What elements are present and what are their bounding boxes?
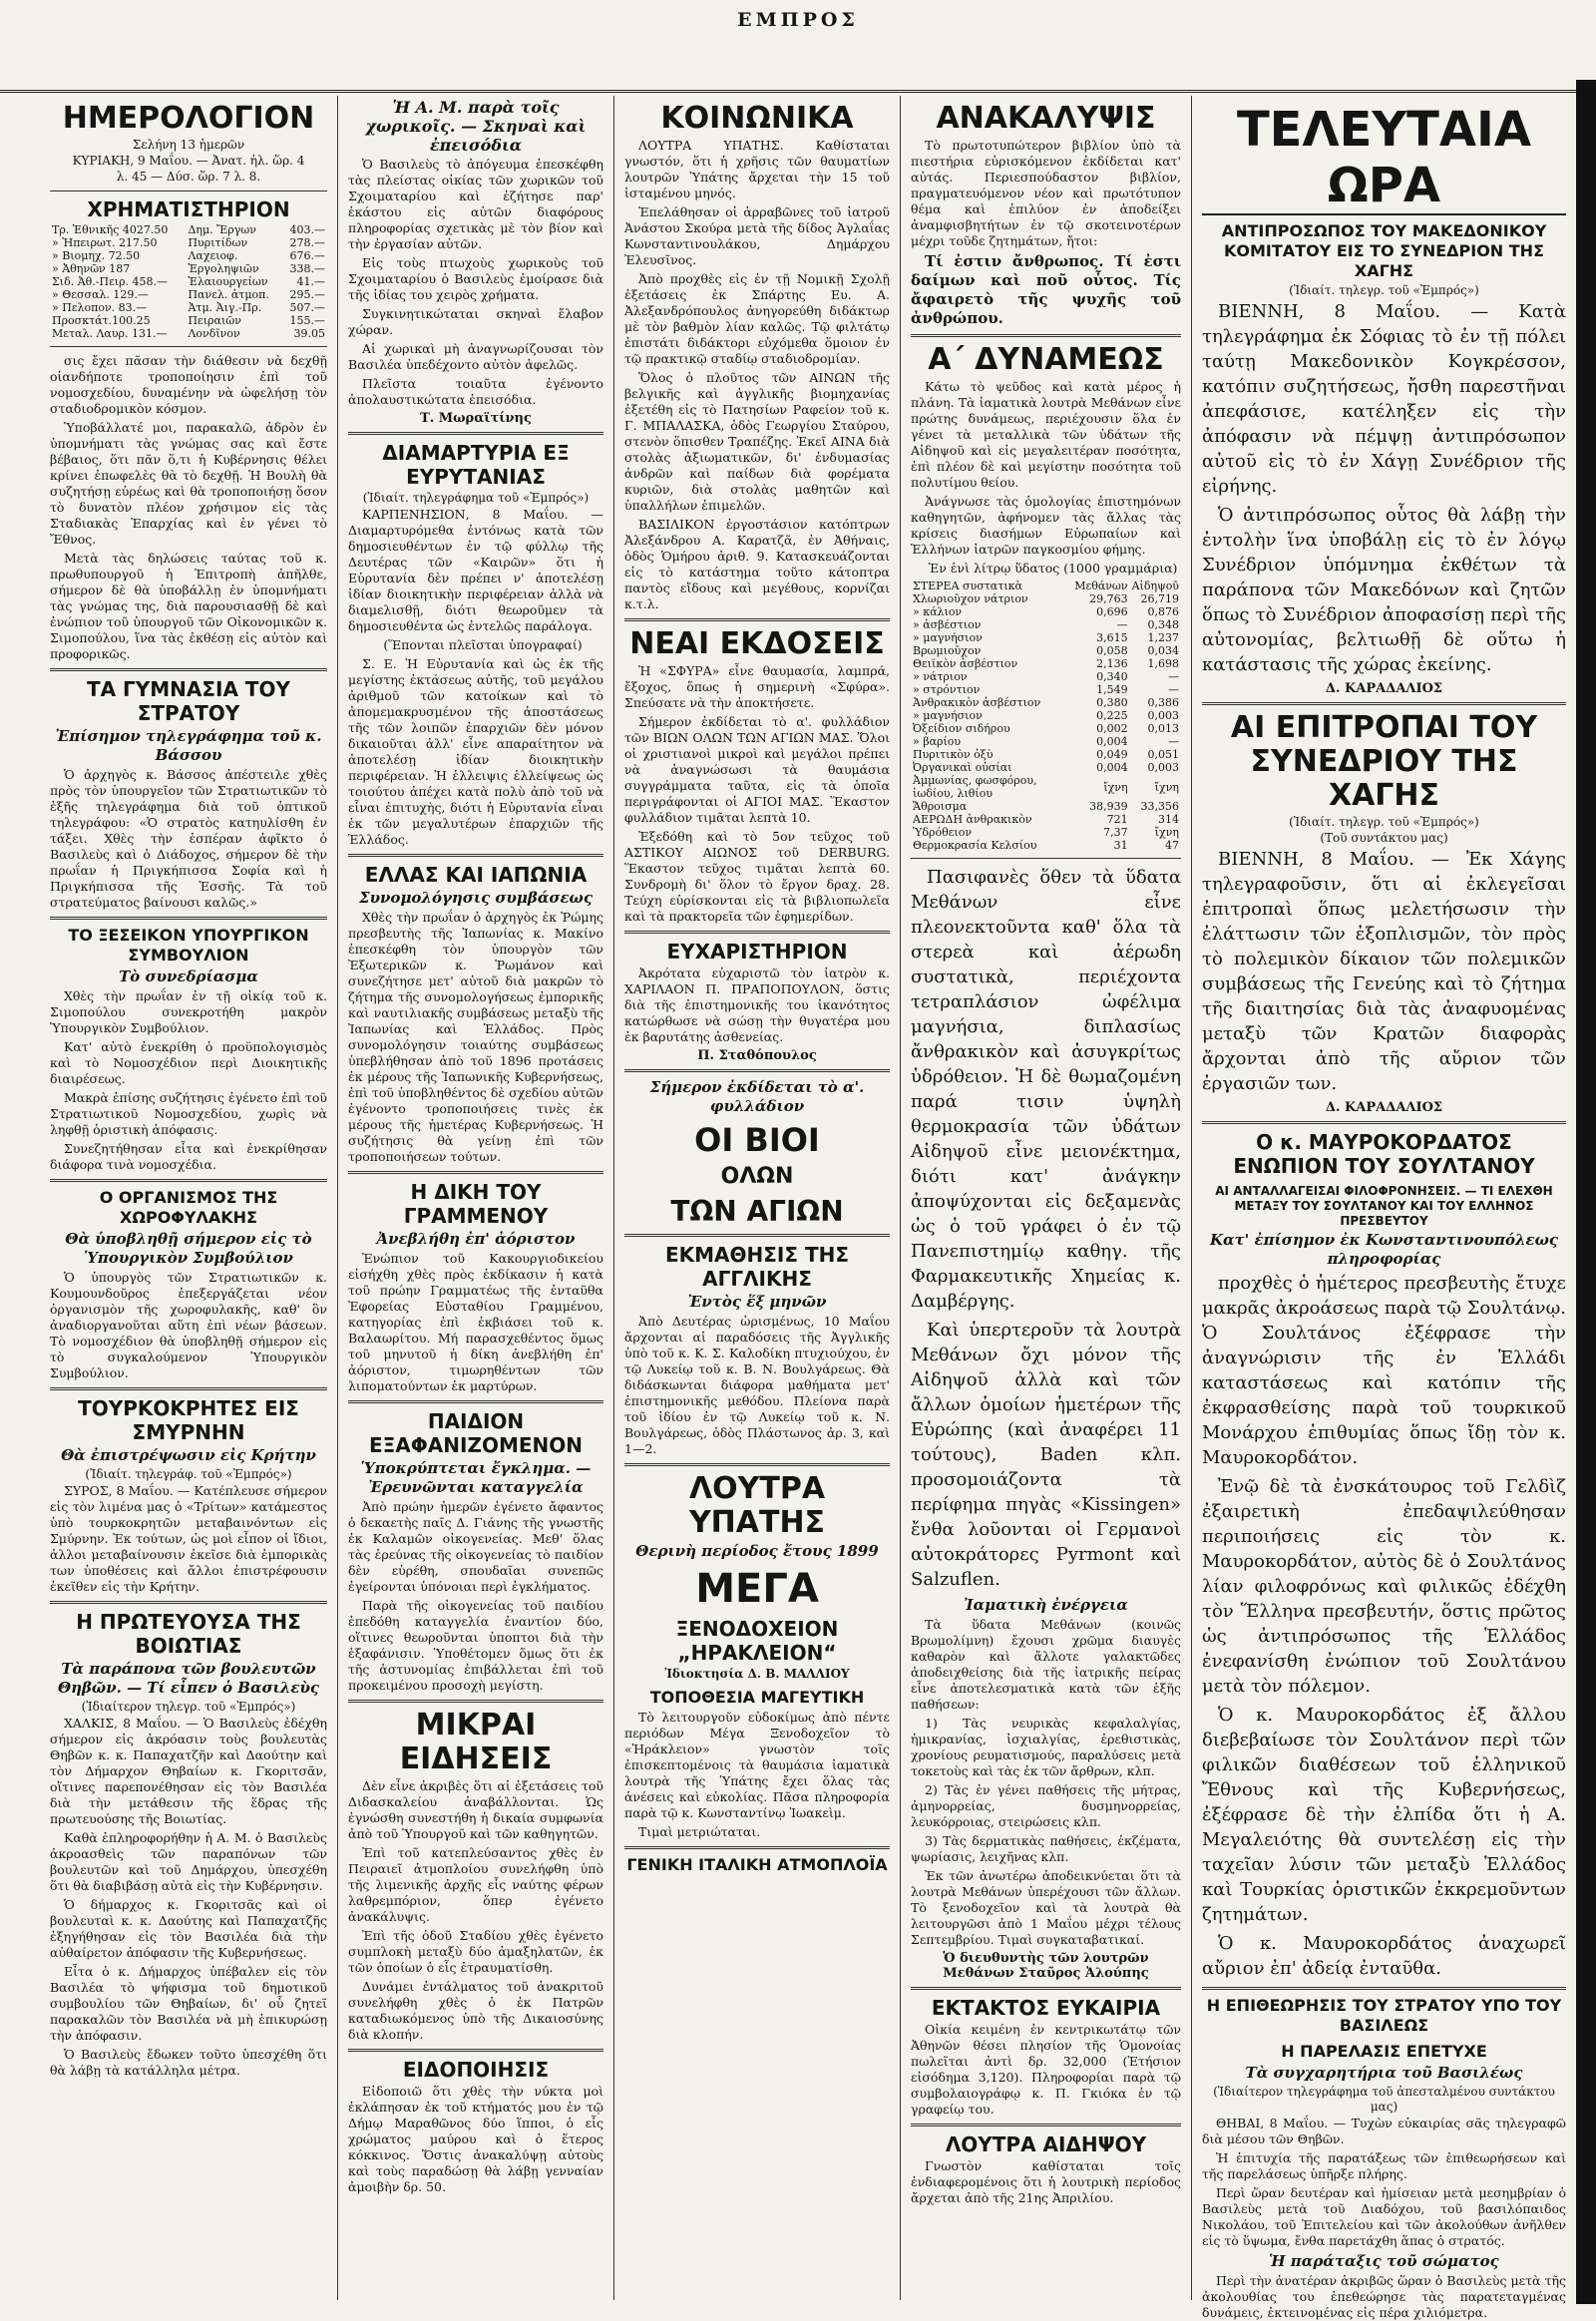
table-cell: 0,004 xyxy=(1096,761,1128,774)
article-paragraph: Ἐν ἑνὶ λίτρῳ ὕδατος (1000 γραμμάρια) xyxy=(928,561,1178,576)
article-paragraph: Χθὲς τὴν πρωΐαν ἐν τῇ οἰκίᾳ τοῦ κ. Σιμοπούλου συνεκροτήθη μακρὸν Ὑπουργικὸν Συμβούλιον. xyxy=(50,988,327,1035)
table-cell: Χλωριοῦχον νάτριον xyxy=(913,592,1028,605)
article-paragraph: Εἰς τοὺς πτωχοὺς χωρικοὺς τοῦ Σχοιματαρίου ὁ Βασιλεὺς ἐμοίρασε διὰ τῆς ἰδίας του χειρὸς χρήματα. xyxy=(348,255,603,302)
headline-english-lessons: ΕΚΜΑΘΗΣΙΣ ΤΗΣ ΑΓΓΛΙΚΗΣ xyxy=(664,1243,850,1291)
dispatch-source: (Ἰδιαίτ. τηλεγράφημα τοῦ «Ἐμπρός») xyxy=(362,491,590,505)
table-cell: » βαρίου xyxy=(913,735,962,748)
article-paragraph: Οἰκία κειμένη ἐν κεντρικωτάτῳ τῶν Ἀθηνῶν θέσει πλησίον τῆς Ὁμονοίας πωλεῖται ἀντὶ δρ. 32,000 (Ἐτήσιον εἰσόδημα 3,120). Πληροφορίαι παρὰ τῷ συμβολαιογράφῳ κ. Π. Γκιόκα ἐν τῷ γραφείῳ του. xyxy=(911,2022,1181,2117)
table-cell: Πυριτίδων xyxy=(188,236,248,249)
article-paragraph: ΒΑΣΙΛΙΚΟΝ ἐργοστάσιον κατόπτρων Ἀλεξάνδρου Α. Καρατζᾶ, ἐν Ἀθήναις, ὁδὸς Ὁμήρου ἀριθ. 9. Κατασκευάζονται εἰς τὸ κατάστημα τοῦτο κάτοπτρα παντὸς εἴδους καὶ μεγέθους, κορνίζαι κ.τ.λ. xyxy=(624,517,890,611)
article-paragraph: Περὶ ὥραν δευτέραν καὶ ἡμίσειαν μετὰ μεσημβρίαν ὁ Βασιλεὺς μετὰ τοῦ Διαδόχου, τοῦ βασιλόπαιδος Νικολάου, τοῦ Ἐπιτελείου καὶ τῶν ἀκολούθων ἀνῆλθεν εἰς τὸ ὕψωμα, ἔνθα παρετάχθη ἅπας ὁ στρατός. xyxy=(1202,2185,1566,2248)
article-paragraph: Εἰδοποιῶ ὅτι χθὲς τὴν νύκτα μοὶ ἐκλάπησαν ἐκ τοῦ κτήματός μου ἐν τῷ Δήμῳ Μαραθῶνος δύο ἵπποι, ὁ εἷς χρώματος μαύρου καὶ ὁ ἕτερος κόκκινος. Ὅστις ἀνακαλύψῃ αὐτοὺς καὶ τοὺς παραδώσῃ θὰ λάβῃ γενναίαν ἀμοιβὴν δρ. 50. xyxy=(348,2084,603,2194)
column-2 xyxy=(338,96,614,2300)
article-paragraph: Συνεζητήθησαν εἶτα καὶ ἐνεκρίθησαν διάφορα τινὰ νομοσχέδια. xyxy=(50,1141,327,1172)
headline-mavrokordatos: Ο κ. ΜΑΥΡΟΚΟΡΔΑΤΟΣ ΕΝΩΠΙΟΝ ΤΟΥ ΣΟΥΛΤΑΝΟΥ xyxy=(1233,1130,1535,1178)
table-row xyxy=(50,301,327,314)
table-cell: » Βιομηχ. 72.50 xyxy=(52,249,141,262)
table-cell: Ὀργανικαὶ οὐσίαι xyxy=(913,761,1012,774)
dispatch-source: (Ἰδιαίτ. τηλεγράφ. τοῦ «Ἐμπρός») xyxy=(85,1467,292,1481)
table-cell: » Ἀθηνῶν 187 xyxy=(52,262,131,275)
headline-social: ΚΟΙΝΩΝΙΚΑ xyxy=(660,101,854,136)
headline-first-power: Α΄ ΔΥΝΑΜΕΩΣ xyxy=(928,342,1164,377)
scan-edge xyxy=(1576,80,1596,2304)
article-paragraph: ΘΗΒΑΙ, 8 Μαΐου. — Τυχὼν εὐκαιρίας σᾶς τηλεγραφῶ διὰ μέσου τῶν Θηβῶν. xyxy=(1202,2116,1566,2146)
table-cell: 0,003 xyxy=(1147,761,1179,774)
article-paragraph-large: Καὶ ὑπερτεροῦν τὰ λουτρὰ Μεθάνων ὄχι μόνον τῆς Αἰδηψοῦ ἀλλὰ καὶ τῶν ἄλλων ὁμοίων ἡμετέρων τῆς Εὐρώπης (καὶ ἀναφέρει 11 τούτους), Baden κλπ. προσομοιάζοντα τὰ περίφημα πηγὰς «Kissingen» ἔνθα λοῦονται οἱ Γερμανοὶ αὐτοκράτορες Pyrmont καὶ Salzuflen. xyxy=(911,1320,1181,1590)
column-1 xyxy=(40,96,338,2300)
table-cell: 0,348 xyxy=(1147,618,1179,631)
headline-parade-success: Η ΠΑΡΕΛΑΣΙΣ ΕΠΕΤΥΧΕ xyxy=(1281,2042,1487,2061)
table-row xyxy=(50,223,327,236)
table-cell: 0,058 xyxy=(1096,644,1128,657)
table-cell: Μεθάνων xyxy=(1074,580,1128,592)
article-paragraph: Τί ἐστιν ἄνθρωπος. Τί ἐστι δαίμων καὶ ποῦ οὗτος. Τίς ἄφαιρετὸ τῆς ψυχῆς τοῦ ἀνθρώπου. xyxy=(911,252,1181,327)
headline-notice: ΕΙΔΟΠΟΙΗΣΙΣ xyxy=(402,2058,550,2082)
article-paragraph: 1) Τὰς νευρικὰς κεφαλαλγίας, ἡμικρανίας, ἰσχιαλγίας, ἐρεθιστικὰς, χρονίους ρευματισμούς, παραλύσεις μετὰ τοκετοὺς καὶ τὰς ἐκ τῶν ἄρθρων, κλπ. xyxy=(911,1716,1181,1778)
table-cell: Λαχειοφ. xyxy=(188,249,238,262)
table-cell: Δημ. Ἔργων xyxy=(188,223,256,236)
ad-lives-title: ΟΙ ΒΙΟΙ xyxy=(694,1121,820,1159)
dispatch-source: (Ἰδιαίτερον τηλεγρ. τοῦ «Ἐμπρός») xyxy=(81,1700,296,1714)
table-row xyxy=(911,774,1181,800)
table-cell: Θειϊκὸν ἀσβέστιον xyxy=(913,657,1018,670)
article-paragraph: Συγκινητικώταται σκηναὶ ἔλαβον χώραν. xyxy=(348,306,603,337)
table-cell: 314 xyxy=(1158,813,1179,826)
article-paragraph: Ἀπὸ πρώην ἡμερῶν ἐγένετο ἄφαντος ὁ δεκαετὴς παῖς Δ. Γιάνης τῆς γνωστῆς ἐκ Καλαμῶν οἰκογενείας. Μεθ' ὅλας τὰς ἐρεύνας τῆς οἰκογενείας τὸ παιδίον δὲν εὑρέθη, σπουδαῖαι συνεπῶς ἐγείρονται ὑπόνοιαι περὶ ἐγκλήματος. xyxy=(348,1499,603,1594)
ad-ypati-location: ΤΟΠΟΘΕΣΙΑ ΜΑΓΕΥΤΙΚΗ xyxy=(649,1688,865,1707)
table-cell: ΣΤΕΡΕΑ συστατικὰ xyxy=(913,580,1022,592)
table-row xyxy=(911,709,1181,722)
calendar-line: λ. 45 — Δύσ. ὥρ. 7 λ. 8. xyxy=(116,170,261,184)
article-paragraph: Ἡ ἐπιτυχία τῆς παρατάξεως τῶν ἐπιθεωρήσεων καὶ τῆς παρελάσεως ὑπῆρξε πλήρης. xyxy=(1202,2150,1566,2181)
table-cell: » Ἠπειρωτ. 217.50 xyxy=(52,236,158,249)
article-paragraph: Ἀπὸ προχθὲς εἰς ἐν τῇ Νομικῇ Σχολῇ ἐξετάσεις ἐκ Σπάρτης Ευ. Α. Ἀλεξανδρόπουλος ἀνηγορεύθη διδάκτωρ μὲ τὸν βαθμὸν λίαν καλῶς. Τῷ φιλτάτῳ ἐπιστάτι διδάκτορι εὐχόμεθα ὅμοιον ἐν τῷ πρακτικῷ σταδίῳ σταδιοδρομίαν. xyxy=(624,271,890,366)
table-row xyxy=(911,722,1181,735)
table-cell: ἴχνη xyxy=(1154,780,1179,794)
table-cell: 1,237 xyxy=(1147,631,1179,644)
table-cell: 38,939 xyxy=(1089,800,1128,813)
article-paragraph: Μετὰ τὰς δηλώσεις ταύτας τοῦ κ. πρωθυπουργοῦ ἡ Ἐπιτροπὴ ἀπῆλθε, σήμερον δὲ θὰ ὑποβάλλῃ ἐν ὑπομνήματι τὰς γνώμας της, διὰ παρουσιασθῇ δὲ καὶ ἐνώπιον τοῦ ὑπουργοῦ τῶν Οἰκονομικῶν κ. Σιμοπούλου, ἵνα τὰς ἐκθέσῃ εἰς αὐτὸν καὶ προφορικῶς. xyxy=(50,551,327,661)
article-paragraph: Περὶ τὴν ἀνατέραν ἀκριβῶς ὥραν ὁ Βασιλεὺς μετὰ τῆς ἀκολουθίας του ἐπεθεώρησε τὰς παρατεταγμένας δυνάμεις, ἐκτεινομένας εἰς πέρα χιλιόμετρα. xyxy=(1202,2273,1566,2320)
subheadline: Τὰ συγχαρητήρια τοῦ Βασιλέως xyxy=(1245,2064,1523,2082)
dispatch-source: (Ἰδιαίτ. τηλεγρ. τοῦ «Ἐμπρός») xyxy=(1289,815,1479,829)
article-paragraph: ΛΟΥΤΡΑ ΥΠΑΤΗΣ. Καθίσταται γνωστόν, ὅτι ἡ χρῆσις τῶν θαυματίων λουτρῶν Ὑπάτης ἄρχεται τὴν 15 τοῦ ἰσταμένου μηνός. xyxy=(624,138,890,200)
table-cell: » Πελοπον. 83.— xyxy=(52,301,148,314)
table-cell: Πυριτικὸν ὀξὺ xyxy=(913,748,994,761)
subheadline: Ἰαματικὴ ἐνέργεια xyxy=(964,1596,1128,1614)
table-cell: Ἐλαιουργείων xyxy=(188,275,268,288)
table-cell: Αἰδηψοῦ xyxy=(1131,580,1179,592)
table-cell: 0,380 xyxy=(1096,696,1128,709)
ad-ypati-hotel: ΞΕΝΟΔΟΧΕΙΟΝ „ΗΡΑΚΛΕΙΟΝ“ xyxy=(675,1617,839,1665)
headline-italian-shipping: ΓΕΝΙΚΗ ΙΤΑΛΙΚΗ ΑΤΜΟΠΛΟΪΑ xyxy=(626,1855,888,1874)
table-cell: 31 xyxy=(1113,839,1128,852)
table-cell: ἴχνη xyxy=(1103,780,1128,794)
table-cell: 295.— xyxy=(289,288,325,301)
headline-king-villagers: Ἡ Α. Μ. παρὰ τοῖς χωρικοῖς. — Σκηναὶ καὶ ἐπεισόδια xyxy=(365,98,587,155)
article-paragraph: ΧΑΛΚΙΣ, 8 Μαΐου. — Ὁ Βασιλεὺς ἐδέχθη σήμερον εἰς ἀκρόασιν τοὺς βουλευτὰς Θηβῶν κ. κ. Παπαχατζῆν καὶ Δαούτην καὶ τὸν Δήμαρχον Θηβαίων κ. Γκοριτσᾶν, οἵτινες παρεπονέθησαν εἰς τὸν Βασιλέα διὰ τὴν μετάθεσιν τῆς ἕδρας τῆς πρωτευούσης τῆς Βοιωτίας. xyxy=(50,1716,327,1826)
article-paragraph: Ἐπὶ τοῦ κατεπλεύσαντος χθὲς ἐν Πειραιεῖ ἀτμοπλοίου συνελήφθη ὑπὸ τῆς λιμενικῆς ἀρχῆς εἷς ναύτης φέρων λαθρεμπόριον, ὅπερ ἐγένετο ἀνακάλυψις. xyxy=(348,1845,603,1924)
table-cell: 0,340 xyxy=(1096,670,1128,683)
table-row xyxy=(911,839,1181,852)
article-paragraph-large: Ἐνῷ δὲ τὰ ἐνσκάτουρος τοῦ Γελδὶζ ἐξαιρετικὴ ἐπεδαψιλεύθησαν περιποιήσεις εἰς τὸν κ. Μαυροκορδάτον, αὐτὸς δὲ ὁ Σουλτάνος λίαν φιλοφρόνως καὶ φιλικῶς ἐδέχθη τὸν Ἕλληνα πρεσβευτήν, ὅστις πρῶτος ὡς ἀντιπρόσωπος τῆς Ἑλλάδος ἐνεφανίσθη ἐνώπιον τοῦ Σουλτάνου μετὰ τὸν πόλεμον. xyxy=(1202,1476,1566,1697)
headline-gendarmerie: Ο ΟΡΓΑΝΙΣΜΟΣ ΤΗΣ ΧΩΡΟΦΥΛΑΚΗΣ xyxy=(99,1188,278,1227)
article-paragraph-large: ΒΙΕΝΝΗ, 8 Μαΐου. — Ἐκ Χάγης τηλεγραφοῦσιν, ὅτι αἱ ἐκλεγεῖσαι ἐπιτροπαὶ ὅπως μελετήσωσιν τὴν ἐλάττωσιν τῶν ἐξοπλισμῶν, τὸν πρὸς τὸ πολεμικὸν δίκαιον τῶν πολεμικῶν συμβάσεως τῆς Γενεύης καὶ τὸ ζήτημα τῆς διαιτησίας διὰ τὰς ἀναφυομένας μεταξὺ τῶν Κρατῶν διαφορὰς ἄρχονται ἀπὸ τῆς αὔριον τῶν ἐργασιῶν των. xyxy=(1202,849,1566,1094)
column-3 xyxy=(614,96,901,2300)
article-paragraph: ΚΑΡΠΕΝΗΣΙΟΝ, 8 Μαΐου. — Διαμαρτυρόμεθα ἐντόνως κατὰ τῶν δημοσιευθέντων ἐν τῷ φύλλῳ τῆς Δευτέρας τῶν «Καιρῶν» ὅτι ἡ Εὐρυτανία δὲν πρέπει ν' ἀποτελέσῃ ἰδίαν διοικητικὴν περιφέρειαν ἀλλὰ νὰ διαμελισθῇ, διότι θεωροῦμεν τὰ δημοσιευθέντα ὡς ἐντελῶς παράλογα. xyxy=(348,507,603,633)
headline-aidipsos-baths: ΛΟΥΤΡΑ ΑΙΔΗΨΟΥ xyxy=(945,2132,1147,2156)
article-paragraph: (Ἕπονται πλεῖσται ὑπογραφαί) xyxy=(383,637,583,652)
byline: Π. Σταθόπουλος xyxy=(697,1048,817,1063)
article-paragraph: Ἐκ τῶν ἀνωτέρω ἀποδεικνύεται ὅτι τὰ λουτρὰ Μεθάνων ὑπερέχουσι τῶν ἄλλων. Τὸ ξενοδοχεῖον καὶ τὰ λουτρὰ θὰ λειτουργῶσι ἀπὸ 1 Μαΐου μέχρι τέλους Σεπτεμβρίου. Τιμαὶ συγκαταβατικαί. xyxy=(911,1868,1181,1947)
headline-representative: ΑΝΤΙΠΡΟΣΩΠΟΣ ΤΟΥ ΜΑΚΕΔΟΝΙΚΟΥ ΚΟΜΙΤΑΤΟΥ ΕΙΣ ΤΟ ΣΥΝΕΔΡΙΟΝ ΤΗΣ ΧΑΓΗΣ xyxy=(1221,221,1547,280)
table-row xyxy=(911,826,1181,839)
headline-last-hour: ΤΕΛΕΥΤΑΙΑ ΩΡΑ xyxy=(1202,102,1566,215)
table-cell: » στρόντιον xyxy=(913,683,981,696)
mineral-analysis-table xyxy=(911,580,1181,852)
table-cell: 3,615 xyxy=(1096,631,1128,644)
table-cell: 0,013 xyxy=(1147,722,1179,735)
article-paragraph: Ὁ ἀρχηγὸς κ. Βάσσος ἀπέστειλε χθὲς πρὸς τὸν ὑπουργεῖον τῶν Στρατιωτικῶν τὸ ἑξῆς τηλεγράφημα διὰ τοῦ ὀπτικοῦ τηλεγράφου: «Ὁ στρατὸς κατηυλίσθη ἐν τάξει. Χθὲς τὴν ἑσπέραν ἀφῖκτο ὁ Βασιλεὺς καὶ ὁ Διάδοχος, σήμερον δὲ τὴν πρωΐαν ἡ Πριγκήπισσα Σοφία καὶ ἡ Πριγκήπισσα τῆς Ἑσσῆς. Τὰ τοῦ στρατεύματος βαίνουσι καλῶς.» xyxy=(50,767,327,910)
article-paragraph: Ἐπὶ τῆς ὁδοῦ Σταδίου χθὲς ἐγένετο συμπλοκὴ μεταξὺ δύο ἀμαξηλατῶν, ἐκ τῶν ὁποίων ὁ εἷς ἐτραυματίσθη. xyxy=(348,1928,603,1975)
table-cell: ἴχνη xyxy=(1154,826,1179,839)
table-row xyxy=(50,327,327,340)
ad-lives-intro: Σήμερον ἐκδίδεται τὸ α'. φυλλάδιον xyxy=(649,1078,865,1115)
table-cell: 0,386 xyxy=(1147,696,1179,709)
newspaper-title: ΕΜΠΡΟΣ xyxy=(737,9,859,31)
article-paragraph: Ὅλος ὁ πλοῦτος τῶν ΑΙΝΩΝ τῆς βελγικῆς καὶ ἀγγλικῆς βιομηχανίας ἐξετέθη εἰς τὸ Πατησίων Ραφείον τοῦ κ. Γ. ΜΠΑΛΑΣΚΑ, ὁδὸς Γεωργίου Σταύρου, στενὸν ὅπισθεν Τραπέζης. Ἐκεῖ ΑΙΝΑ διὰ στολὰς ἀξιωματικῶν, δι' ἐνδυμασίας ἀνδρῶν καὶ παίδων διὰ φορέματα κυριῶν, διὰ στολὰς μαθητῶν καὶ ὑπαλλήλων ἐπιμελῶν. xyxy=(624,370,890,513)
subheadline: Συνομολόγησις συμβάσεως xyxy=(359,889,593,907)
table-cell: 1,698 xyxy=(1147,657,1179,670)
headline-opportunity: ΕΚΤΑΚΤΟΣ ΕΥΚΑΙΡΙΑ xyxy=(931,1996,1161,2020)
table-cell: 39.05 xyxy=(293,327,325,340)
table-cell: Βρωμιοῦχον xyxy=(913,644,982,657)
stock-exchange-title: ΧΡΗΜΑΤΙΣΤΗΡΙΟΝ xyxy=(87,197,290,221)
article-paragraph: Παρὰ τῆς οἰκογενείας τοῦ παιδίου ἐπεδόθη καταγγελία ἐναντίον δύο, οἵτινες θεωροῦνται ὑποπτοι διὰ τὴν ἐξαφάνισιν. Ὑποθέτομεν ὅμως ὅτι ἐκ τῆς ἀστυνομίας ἐπιβάλλεται ἐπὶ τοῦ προκειμένου προσοχὴ μεγίστη. xyxy=(348,1598,603,1693)
subheadline: Ἀνεβλήθη ἐπ' ἀόριστον xyxy=(376,1230,576,1248)
column-5 xyxy=(1192,96,1576,2320)
article-paragraph: Ὁ Βασιλεὺς ἔδωκεν τοῦτο ὑπεσχέθη ὅτι θὰ λάβῃ τὰ κατάλληλα μέτρα. xyxy=(50,2047,327,2078)
table-row xyxy=(50,262,327,275)
article-paragraph: Κάτω τὸ ψεῦδος καὶ κατὰ μέρος ἡ πλάνη. Τὰ ἰαματικὰ λουτρὰ Μεθάνων εἶνε πρώτης δυνάμεως, περιέχουσιν ὅλα ἐν γένει τὰ μεταλλικὰ τῶν ὑδάτων τῆς Αἰδηψοῦ καὶ εἰς μεγαλειτέραν ποσότητα, ἐπὶ πλέον δὲ καὶ μεγίστην ποσότητα τοῦ πολυτίμου θείου. xyxy=(911,379,1181,490)
dispatch-source: (Ἰδιαίτερον τηλεγράφημα τοῦ ἀπεσταλμένου συντάκτου μας) xyxy=(1213,2085,1555,2114)
article-paragraph: Τὰ ὕδατα Μεθάνων (κοινῶς Βρωμολίμνη) ἔχουσι χρῶμα διαυγὲς καθαρὸν καὶ ἄλλοτε γαλακτῶδες ἀποδειχθείσης διὰ τῆς ἰατρικῆς πείρας εἶνε ἀποτελεσματικὰ κατὰ τῶν ἑξῆς παθήσεων: xyxy=(911,1617,1181,1712)
headline-greece-japan: ΕΛΛΑΣ ΚΑΙ ΙΑΠΩΝΙΑ xyxy=(364,863,588,887)
table-cell: Ἀμμωνίας, φωσφόρου, ἰωδίου, λιθίου xyxy=(913,774,1037,800)
table-cell: Μεταλ. Λαυρ. 131.— xyxy=(52,327,168,340)
headline-mavrokordatos-deck: ΑΙ ΑΝΤΑΛΛΑΓΕΙΣΑΙ ΦΙΛΟΦΡΟΝΗΣΕΙΣ. — ΤΙ ΕΛΕΧΘΗ ΜΕΤΑΞΥ ΤΟΥ ΣΟΥΛΤΑΝΟΥ ΚΑΙ ΤΟΥ ΕΛΛΗΝΟΣ ΠΡΕΣΒΕΥΤΟΥ xyxy=(1215,1184,1553,1228)
table-row xyxy=(50,236,327,249)
table-cell: 338.— xyxy=(289,262,325,275)
article-paragraph: Σ. Ε. Ἡ Εὐρυτανία καὶ ὡς ἐκ τῆς μεγίστης ἐκτάσεως αὐτῆς, τοῦ μεγάλου ἀριθμοῦ τῶν κατοίκων καὶ τὸ ἀπομεμακρυσμένον τῆς ἀποστάσεως τῆς τῶν λοιπῶν ἐπαρχιῶν δὲν μόνον δικαιοῦται ἀλλ' εἶνε απαραίτητον νὰ ἀποτελέσῃ ἰδίαν διοικητικὴν περιφέρειαν. Ἡ ἑλλειψις ἑλλείψεως ὡς τοιούτου ἀπέχει κατὰ πολὺ ἀπὸ τοῦ νὰ εἶναι ἐπιτυχὴς, διότι ἡ Εὐρυτανία εἶναι ἐκ τῶν μεγαλυτέρων ἐπαρχιῶν τῆς Ἑλλάδος. xyxy=(348,656,603,847)
table-cell: — xyxy=(1168,683,1179,696)
byline: Ὁ διευθυντὴς τῶν λουτρῶν Μεθάνων Σταῦρος Ἀλούπης xyxy=(943,1951,1149,1981)
table-row xyxy=(911,618,1181,631)
table-cell: Ἀνθρακικὸν ἀσβέστιον xyxy=(913,696,1041,709)
table-cell: Ἄθροισμα xyxy=(913,800,968,813)
table-cell: 507.— xyxy=(289,301,325,314)
masthead xyxy=(0,0,1596,93)
table-row xyxy=(911,657,1181,670)
article-paragraph-large: Πασιφανὲς ὅθεν τὰ ὕδατα Μεθάνων εἶνε πλεονεκτοῦντα καθ' ὅλα τὰ στερεὰ καὶ ἀέρωδη συστατικὰ, περιέχοντα τετραπλάσιον ὠφέλιμα μαγνήσια, διπλασίως ἄνθρακικὸν καὶ ἀσυγκρίτως ὑδρόθειον. Ἡ δὲ θωμαζομένη παρά τισιν ὑψηλὴ θερμοκρασία τῶν ὑδάτων Αἰδηψοῦ εἶνε μειονέκτημα, διότι κατ' ἀνάγκην ἀποψύχονται εἰς δεξαμενὰς ὡς ὁ τοῦ γράφει ὁ ἐν τῷ Πανεπιστημίῳ καθηγ. τῆς Φαρμακευτικῆς Χημείας κ. Δαμβέργης. xyxy=(911,867,1181,1312)
table-row xyxy=(50,275,327,288)
table-cell: ΑΕΡΩΔΗ ἀνθρακικὸν xyxy=(913,813,1032,826)
article-paragraph: Ὁ δήμαρχος κ. Γκοριτσᾶς καὶ οἱ βουλευταὶ κ. κ. Δαούτης καὶ Παπαχατζῆς ἐξηγήθησαν εἰς τὸν Βασιλέα διὰ τὴν αὐθαίρετον ἀπόφασιν τῆς Κυβερνήσεως. xyxy=(50,1897,327,1960)
byline: Δ. ΚΑΡΑΔΑΛΙΟΣ xyxy=(1325,1100,1443,1115)
subheadline: Θὰ ἐπιστρέψωσιν εἰς Κρήτην xyxy=(61,1446,316,1464)
table-cell: Ὑδρόθειον xyxy=(913,826,973,839)
table-row xyxy=(911,696,1181,709)
table-row xyxy=(50,249,327,262)
table-row xyxy=(50,314,327,327)
article-paragraph: Γνωστὸν καθίσταται τοῖς ἐνδιαφερομένοις ὅτι ἡ λουτρικὴ περίοδος ἄρχεται ἀπὸ τῆς 21ης Ἀπριλίου. xyxy=(911,2158,1181,2205)
table-cell: Σιδ. Ἀθ.-Πειρ. 458.— xyxy=(52,275,169,288)
subheadline: Ἐντὸς ἕξ μηνῶν xyxy=(687,1293,827,1311)
article-paragraph: Ἐπελάθησαν οἱ ἀρραβῶνες τοῦ ἰατροῦ Ἀνάστου Σκούρα μετὰ τῆς δίδος Ἀγλαΐας Κωνσταντινουλάκου, Δημάρχου Ἐλευσῖνος. xyxy=(624,204,890,267)
article-paragraph: Δυνάμει ἐντάλματος τοῦ ἀνακριτοῦ συνελήφθη χθὲς ὁ ἐκ Πατρῶν καταδιωκόμενος ὑπὸ τῆς Δικαιοσύνης διὰ κλοπήν. xyxy=(348,1979,603,2042)
article-paragraph: Ὑποβάλλατέ μοι, παρακαλῶ, ἀδρὸν ἐν ὑπομνήματι τὰς γνώμας σας καὶ ἔστε βέβαιος, ὅτι πᾶν ὅ,τι ἡ Κυβέρνησις θέλει κρίνει ἐπωφελὲς θὰ τὸ δεχθῇ. Ἡ Βουλὴ θὰ συζητήσῃ εὐρέως καὶ θὰ τροποποιήσῃ ὅσον τὸ δυνατὸν πλέον χρήσιμον εἰς τὰς Σταδιακὰς Ἐπαρχίας καὶ ἐν γένει τὸ Ἔθνος. xyxy=(50,420,327,547)
article-paragraph: Χθὲς τὴν πρωΐαν ὁ ἀρχηγὸς ἐκ Ῥώμης πρεσβευτὴς τῆς Ἰαπωνίας κ. Μακίνο ἐπεσκέφθη τὸν ὑπουργὸν τῶν Ἐξωτερικῶν κ. Ῥωμάνον καὶ συνεζήτησε μετ' αὐτοῦ διὰ μακρῶν τὸ ζήτημα τῆς συνομολογήσεως ἐμπορικῆς καὶ ναυτιλιακῆς συμβάσεως μεταξὺ τῆς Ἰαπωνίας καὶ Ἑλλάδος. Πρὸς συνομολόγησιν τοιαύτης συμβάσεως ὑπεβλήθησαν ἀπὸ τοῦ 1896 προτάσεις ἐκ μέρους τῆς Ἰαπωνικῆς Κυβερνήσεως, ἐπὶ τοῦ ὑποβληθέντος δὲ σχεδίου αὐτῶν ἐγένοντο τροποποιήσεις τινὲς ἐκ μέρους τῆς ἡμετέρας Κυβερνήσεως. Ἡ συζήτησις θὰ γείνῃ ἐπὶ τῶν τροποποιήσεων τούτων. xyxy=(348,910,603,1164)
table-row xyxy=(911,748,1181,761)
table-cell: 0,051 xyxy=(1147,748,1179,761)
table-cell: 721 xyxy=(1106,813,1128,826)
ad-lives-end: ΤΩΝ ΑΓΙΩΝ xyxy=(670,1195,844,1228)
table-cell: 0,034 xyxy=(1147,644,1179,657)
article-paragraph: ΣΥΡΟΣ, 8 Μαΐου. — Κατέπλευσε σήμερον εἰς τὸν λιμένα μας ὁ «Τρίτων» κατάμεστος ὑπὸ τουρκοκρητῶν μεταβαινόντων εἰς Σμύρνην. Ἐκ τούτων, ὡς μοὶ εἶπον οἱ ἴδιοι, ἀλλοι μεταβαίνουσιν ἐκεῖσε διὰ ἐμπορικὰς των ὑποθέσεις καὶ ἄλλοι ἐπιστρέφουσιν ἐκεῖθεν εἰς τὴν Κρήτην. xyxy=(50,1483,327,1594)
table-cell: — xyxy=(1168,670,1179,683)
subheadline: Ἐπίσημον τηλεγράφημα τοῦ κ. Βάσσου xyxy=(55,727,322,764)
table-cell: 403.— xyxy=(289,223,325,236)
headline-missing-child: ΠΑΙΔΙΟΝ ΕΞΑΦΑΝΙΖΟΜΕΝΟΝ xyxy=(369,1409,583,1457)
article-paragraph: Τὸ λειτουργοῦν εὐδοκίμως ἀπὸ πέντε περιόδων Μέγα Ξενοδοχεῖον τὸ «Ἡράκλειον» γνωστὸν τοῖς ἐπισκεπτομένοις τὰ θαυμάσια ἰαματικὰ λουτρὰ τῆς Ὑπάτης ἔχει ὅλας τὰς ἀνέσεις καὶ εὐκολίας. Πᾶσα πληροφορία παρὰ τῷ κ. Κωνσταντίνῳ Ἰωακεὶμ. xyxy=(624,1710,890,1820)
table-cell: Ἐργοληψιῶν xyxy=(188,262,259,275)
headline-committees: ΑΙ ΕΠΙΤΡΟΠΑΙ ΤΟΥ ΣΥΝΕΔΡΙΟΥ ΤΗΣ ΧΑΓΗΣ xyxy=(1230,710,1538,813)
column-4 xyxy=(901,96,1192,2300)
table-cell: 33,356 xyxy=(1140,800,1179,813)
table-cell: » Θεσσαλ. 129.— xyxy=(52,288,149,301)
article-paragraph: Ὁ ὑπουργὸς τῶν Στρατιωτικῶν κ. Κουμουνδοῦρος ἐπεξεργάζεται νέον ὀργανισμὸν τῆς χωροφυλακῆς, καθ' ὃν ἀναδιοργανοῦται αὕτη ἐπὶ νέων βάσεων. Τὸ νομοσχέδιον θὰ ὑποβληθῇ σήμερον εἰς τὸ συγκαλούμενον Ὑπουργικὸν Συμβούλιον. xyxy=(50,1270,327,1380)
headline-turkocretans: ΤΟΥΡΚΟΚΡΗΤΕΣ ΕΙΣ ΣΜΥΡΝΗΝ xyxy=(78,1396,299,1444)
table-row xyxy=(911,670,1181,683)
article-paragraph: Δὲν εἶνε ἀκριβὲς ὅτι αἱ ἐξετάσεις τοῦ Διδασκαλείου ἀναβάλλονται. Ὡς ἐγνώσθη συνεστήθη ἡ δικαία συμφωνία ἀπὸ τοῦ Ὑπουργοῦ καὶ τῶν καθηγητῶν. xyxy=(348,1778,603,1841)
table-cell: » κάλιον xyxy=(913,605,963,618)
table-cell: 0,002 xyxy=(1096,722,1128,735)
headline-thanks: ΕΥΧΑΡΙΣΤΗΡΙΟΝ xyxy=(666,940,848,964)
table-cell: 26,719 xyxy=(1140,592,1179,605)
article-paragraph: Ἡ «ΣΦΥΡΑ» εἶνε θαυμασία, λαμπρά, ἔξοχος, ὅπως ἡ σημερινὴ «Σφύρα». Σπεύσατε νὰ τὴν ἀποκτήσετε. xyxy=(624,663,890,710)
article-paragraph: Ὁ Βασιλεὺς τὸ ἀπόγευμα ἐπεσκέφθη τὰς πλείστας οἰκίας τῶν χωρικῶν τοῦ Σχοιματαρίου καὶ ἐζήτησε παρ' ἑκάστου εἰς αὐτῶν διαφόρους πληροφορίας σχετικὰς μὲ τὸν βίον καὶ τὴν ἐργασίαν αὐτῶν. xyxy=(348,157,603,251)
table-row xyxy=(911,683,1181,696)
headline-evrytania-protest: ΔΙΑΜΑΡΤΥΡΙΑ ΕΞ ΕΥΡΥΤΑΝΙΑΣ xyxy=(382,441,570,489)
table-row xyxy=(911,631,1181,644)
dispatch-source: (Ἰδιαίτ. τηλεγρ. τοῦ «Ἐμπρός») xyxy=(1289,283,1479,297)
table-cell: 0,049 xyxy=(1096,748,1128,761)
table-cell: Πανελ. ἀτμοπ. xyxy=(188,288,269,301)
table-row xyxy=(911,592,1181,605)
article-paragraph: 3) Τὰς δερματικὰς παθήσεις, ἐκζέματα, ψωρίασις, λειχῆνας κλπ. xyxy=(911,1833,1181,1864)
table-cell: 0,003 xyxy=(1147,709,1179,722)
table-row xyxy=(911,813,1181,826)
article-paragraph: Αἱ χωρικαὶ μὴ ἀναγνωρίζουσαι τὸν Βασιλέα ὑπεδέχοντο αὐτὸν ἀφελῶς. xyxy=(348,341,603,372)
table-cell: » νάτριον xyxy=(913,670,968,683)
headline-gymnasia: ΤΑ ΓΥΜΝΑΣΙΑ ΤΟΥ ΣΤΡΑΤΟΥ xyxy=(86,677,291,725)
headline-discovery: ΑΝΑΚΑΛΥΨΙΣ xyxy=(936,101,1156,136)
article-paragraph: Καθὰ ἐπληροφορήθην ἡ Α. Μ. ὁ Βασιλεὺς ἀκροασθεὶς τῶν παραπόνων τῶν βουλευτῶν καὶ τοῦ Δημάρχου, ὑπεσχέθη ὅτι θὰ διαβιβάσῃ αὐτὰ εἰς τὴν Κυβέρνησιν. xyxy=(50,1830,327,1893)
subheadline: Ἡ παράταξις τοῦ σώματος xyxy=(1269,2252,1499,2270)
article-paragraph: Ἀνάγνωσε τὰς ὁμολογίας ἐπιστημόνων καθηγητῶν, ἀφήνομεν τὰς ἄλλας τὰς κρίσεις διασήμων Εὐρωπαίων καὶ Ἑλλήνων ἰατρῶν παγκοσμίου φήμης. xyxy=(911,494,1181,557)
article-paragraph-large: ΒΙΕΝΝΗ, 8 Μαΐου. — Κατὰ τηλεγράφημα ἐκ Σόφιας τὸ ἐν τῇ πόλει ταύτῃ Μακεδονικὸν Κογκρέσσον, κατόπιν συζητήσεως, ἤσθη παρεστῆναι ἀπεφάσισε, κατέληξεν εἰς τὴν ἀπόφασιν νὰ πέμψῃ ἀντιπρόσωπον αὐτοῦ εἰς τὸ ἐν Χάγῃ Συνέδριον τῆς εἰρήνης. xyxy=(1202,301,1566,497)
headline-army-review: Η ΕΠΙΘΕΩΡΗΣΙΣ ΤΟΥ ΣΤΡΑΤΟΥ ΥΠΟ ΤΟΥ ΒΑΣΙΛΕΩΣ xyxy=(1206,1996,1562,2035)
stock-table xyxy=(50,223,327,340)
article-paragraph: 2) Τὰς ἐν γένει παθήσεις τῆς μήτρας, ἀμηνορρείας, δυσμηνορρείας, λευκόρροιας, στειρώσεις κλπ. xyxy=(911,1782,1181,1829)
article-paragraph-large: προχθὲς ὁ ἡμέτερος πρεσβευτὴς ἔτυχε μακρᾶς ἀκροάσεως παρὰ τῷ Σουλτάνῳ. Ὁ Σουλτάνος ἐξέφρασε τὴν ἀναγνώρισιν τῆς ἐν Ἑλλάδι καταστάσεως καὶ κατόπιν τῆς ἐκφρασθείσης παρὰ τοῦ τουρκικοῦ Μονάρχου ἐπιθυμίας ὅπως ἴδῃ τὸν κ. Μαυροκορδάτον. xyxy=(1202,1273,1566,1468)
dispatch-source: (Τοῦ συντάκτου μας) xyxy=(1320,831,1448,845)
subheadline: Ὑποκρύπτεται ἔγκλημα. — Ἐρευνῶνται καταγγελία xyxy=(360,1459,592,1496)
table-cell: Προσκτάτ.100.25 xyxy=(52,314,151,327)
calendar-title: ΗΜΕΡΟΛΟΓΙΟΝ xyxy=(62,101,315,136)
article-paragraph-large: Ὁ κ. Μαυροκορδάτος ἐξ ἄλλου διεβεβαίωσε τὸν Σουλτάνον περὶ τῶν φιλικῶν διαθέσεων τοῦ ἑλληνικοῦ Ἔθνους καὶ τῆς Κυβερνήσεως, ἐξέφρασε δὲ τὴν ἐλπίδα ὅτι ἡ Α. Μεγαλειότης θὰ συντελέσῃ εἰς τὴν ταχεῖαν λύσιν τῶν μεταξὺ Ἑλλάδος καὶ Τουρκίας ὁριστικῶν ἐκκρεμοῦντων ζητημάτων. xyxy=(1202,1705,1566,1925)
table-cell: 1,549 xyxy=(1096,683,1128,696)
table-cell: 0,876 xyxy=(1147,605,1179,618)
table-cell: Πειραιῶν xyxy=(188,314,241,327)
table-cell: » ἀσβέστιον xyxy=(913,618,982,631)
article-paragraph: Σήμερον ἐκδίδεται τὸ α'. φυλλάδιον τῶν ΒΙΩΝ ΟΛΩΝ ΤΩΝ ΑΓΙΩΝ ΜΑΣ. Ὅλοι οἱ χριστιανοὶ μικροὶ καὶ μεγάλοι πρέπει νὰ ἀναγνώσωσι τὰ θαυμάσια συγγράμματα ταῦτα, εἰς τὰ ὁποῖα περιγράφονται οἱ ΑΓΙΟΙ ΜΑΣ. Ἕκαστον φυλλάδιον τιμᾶται λεπτὰ 10. xyxy=(624,714,890,825)
table-cell: 41.— xyxy=(296,275,325,288)
article-paragraph: Ἐνώπιον τοῦ Κακουργιοδικείου εἰσήχθη χθὲς πρὸς ἐκδίκασιν ἡ κατὰ τοῦ πρώην Γραμματέως τῆς ἐνταῦθα Ἐφορείας Εὐσταθίου Γραμμένου, κατηγορίας ἐπὶ ἐκβιάσει τοῦ κ. Βαλαωρίτου. Μή παρασχεθέντος ὅμως τοῦ μηνυτοῦ ἡ δίκη ἀνεβλήθη ἐπ' ἀόριστον, τιμωρηθέντων τῶν λιποματούντων ἑκ μαρτύρων. xyxy=(348,1251,603,1393)
article-paragraph: Μακρὰ ἐπίσης συζήτησις ἐγένετο ἐπὶ τοῦ Στρατιωτικοῦ Νομοσχεδίου, χωρὶς νὰ ληφθῇ ὁριστικὴ ἀπόφασις. xyxy=(50,1090,327,1137)
byline: Δ. ΚΑΡΑΔΑΛΙΟΣ xyxy=(1325,681,1443,696)
subheadline: Τὰ παράπονα τῶν βουλευτῶν Θηβῶν. — Τί εἶπεν ὁ Βασιλεὺς xyxy=(58,1660,319,1697)
headline-boeotia: Η ΠΡΩΤΕΥΟΥΣΑ ΤΗΣ ΒΟΙΩΤΙΑΣ xyxy=(76,1610,301,1658)
table-cell: Θερμοκρασία Κελσίου xyxy=(913,839,1037,852)
article-paragraph: Πλεῖστα τοιαῦτα ἐγένοντο ἀπολαυστικώτατα ἐπεισόδια. xyxy=(348,376,603,407)
article-paragraph: Ἐξεδόθη καὶ τὸ 5ον τεῦχος τοῦ ΑΣΤΙΚΟΥ ΑΙΩΝΟΣ τοῦ DERBURG. Ἕκαστον τεῦχος τιμᾶται λεπτὰ 60. Συνδρομὴ δι' ὅλον τὸ ἔργον δραχ. 28. Τεύχη εὑρίσκονται εἰς τὰ βιβλιοπωλεῖα καὶ τὰ πρακτορεῖα τῶν ἐφημερίδων. xyxy=(624,829,890,924)
table-row xyxy=(911,580,1181,592)
table-cell: » μαγνήσιον xyxy=(913,631,983,644)
article-paragraph-large: Ὁ κ. Μαυροκορδάτος ἀναχωρεῖ αὔριον ἐπ' ἀδείᾳ ἐνταῦθα. xyxy=(1202,1933,1566,1979)
calendar-line: ΚΥΡΙΑΚΗ, 9 Μαΐου. — Ἀνατ. ἡλ. ὥρ. 4 xyxy=(72,154,305,168)
calendar-line: Σελήνη 13 ἡμερῶν xyxy=(132,138,245,152)
table-cell: — xyxy=(1168,735,1179,748)
table-row xyxy=(911,735,1181,748)
ad-ypati-title: ΛΟΥΤΡΑ ΥΠΑΤΗΣ xyxy=(688,1471,826,1540)
article-paragraph: Τὸ πρωτοτυπώτερον βιβλίον ὑπὸ τὰ πιεστήρια εὐρισκόμενον ἐκδίδεται κατ' αὐτάς. Περιεσπούδαστον βιβλίον, πραγματευόμενον νέον καὶ πρωτότυπον θέμα καὶ ἐπιλύον ἐν ἀποδείξει ἀναμφισβητήτων ἐν τῷ σκοτεινοτέρων μέχρι τοῦδε ζητημάτων, ἤτοι: xyxy=(911,138,1181,248)
ad-ypati-mega: ΜΕΓΑ xyxy=(695,1566,819,1612)
table-cell: Τρ. Ἐθνικῆς 4027.50 xyxy=(52,223,169,236)
article-paragraph: Εἶτα ὁ κ. Δήμαρχος ὑπέβαλεν εἰς τὸν Βασιλέα τὸ ψήφισμα τοῦ δημοτικοῦ συμβουλίου τῶν Θηβαίων, δι' οὗ ζητεῖ παρακαλῶν τὸν Βασιλέα νὰ μὴ ἐπικυρώσῃ τὴν ἀπόφασιν. xyxy=(50,1964,327,2043)
table-cell: 7,37 xyxy=(1103,826,1128,839)
table-cell: 278.— xyxy=(289,236,325,249)
table-cell: — xyxy=(1116,618,1128,631)
headline-short-news: ΜΙΚΡΑΙ ΕΙΔΗΣΕΙΣ xyxy=(399,1708,553,1776)
table-cell: 2,136 xyxy=(1096,657,1128,670)
table-cell: 155.— xyxy=(289,314,325,327)
table-cell: Ἀτμ. Ἀιγ.-Πρ. xyxy=(188,301,262,314)
article-paragraph: Τιμαὶ μετριώταται. xyxy=(638,1824,761,1839)
subheadline: Κατ' ἐπίσημον ἐκ Κωνσταντινουπόλεως πληροφορίας xyxy=(1209,1231,1559,1268)
headline-grammenos-trial: Η ΔΙΚΗ ΤΟΥ ΓΡΑΜΜΕΝΟΥ xyxy=(403,1180,549,1228)
table-cell: 29,763 xyxy=(1089,592,1128,605)
table-row xyxy=(911,761,1181,774)
article-paragraph-large: Ὁ ἀντιπρόσωπος οὗτος θὰ λάβῃ τὴν ἐντολὴν ἵνα ὑποβάλῃ εἰς τὸ ἐν λόγῳ Συνέδριον ὑπόμνημα ἐκθέτων τὰ παράπονα τῶν Μακεδόνων καὶ ζητῶν ὅπως τὸ Συνέδριον ἀποφασίσῃ περὶ τῆς αὐτονομίας, βελτιωθῇ δὲ οὕτω ἡ κατάστασις τῆς χώρας ἐκείνης. xyxy=(1202,505,1566,675)
table-row xyxy=(50,288,327,301)
ad-lives-mid: ΟΛΩΝ xyxy=(720,1164,794,1189)
table-cell: 0,004 xyxy=(1096,735,1128,748)
table-row xyxy=(911,800,1181,813)
article-paragraph: Κατ' αὐτὸ ἐνεκρίθη ὁ προϋπολογισμὸς καὶ τὸ Νομοσχέδιον περὶ Διοικητικῆς διαιρέσεως. xyxy=(50,1039,327,1086)
subheadline: Θὰ ὑποβληθῇ σήμερον εἰς τὸ Ὑπουργικὸν Συμβούλιον xyxy=(65,1230,312,1267)
headline-cabinet: ΤΟ ΞΕΣΕΙΚΟΝ ΥΠΟΥΡΓΙΚΟΝ ΣΥΜΒΟΥΛΙΟΝ xyxy=(68,926,309,965)
ad-ypati-season: Θερινὴ περίοδος ἔτους 1899 xyxy=(635,1542,879,1560)
table-row xyxy=(911,605,1181,618)
article-paragraph: σις ἔχει πᾶσαν τὴν διάθεσιν νὰ δεχθῇ οἱανδήποτε τροποποίησιν ἐπὶ τοῦ νομοσχεδίου, δυναμένην νὰ ὠφελήσῃ τὸν σταδιοδρομικὸν κόσμον. xyxy=(50,353,327,416)
table-cell: » μαγνήσιον xyxy=(913,709,983,722)
table-cell: 47 xyxy=(1165,839,1179,852)
ad-ypati-owner: Ἰδιοκτησία Δ. Β. ΜΑΛΛΙΟΥ xyxy=(664,1667,850,1681)
table-row xyxy=(911,644,1181,657)
headline-new-editions: ΝΕΑΙ ΕΚΔΟΣΕΙΣ xyxy=(629,626,885,661)
article-paragraph: Ἀκρότατα εὐχαριστῶ τὸν ἰατρὸν κ. ΧΑΡΙΛΑΟΝ Π. ΠΡΑΠΟΠΟΥΛΟΝ, ὅστις διὰ τῆς ἐπιστημονικῆς του ἰκανότητος κατώρθωσε νὰ σώσῃ τὴν θυγατέρα μου ἐκ βαρυτάτης ἀσθενείας. xyxy=(624,966,890,1044)
table-cell: 676.— xyxy=(289,249,325,262)
table-cell: Λονδῖνον xyxy=(188,327,240,340)
subheadline: Τὸ συνεδρίασμα xyxy=(119,967,258,985)
byline: Τ. Μωραϊτίνης xyxy=(420,411,532,426)
table-cell: 0,225 xyxy=(1096,709,1128,722)
table-cell: Ὀξείδιον σιδήρου xyxy=(913,722,1010,735)
table-cell: 0,696 xyxy=(1096,605,1128,618)
article-paragraph: Ἀπὸ Δευτέρας ὡρισμένως, 10 Μαΐου ἄρχονται αἱ παραδόσεις τῆς Ἀγγλικῆς ὑπὸ τοῦ κ. Κ. Σ. Καλοδίκη πτυχιούχου, ἐν τῷ Λυκείῳ τοῦ κ. Β. Ν. Βουλγάρεως. Θὰ διδάσκωνται διάφορα μαθήματα μετ' ἐπιστημονικῆς μεθόδου. Πλείονα παρὰ τοῦ ἰδίου ἐν τῷ Λυκείῳ τοῦ κ. Ν. Βουλγάρεως, ὁδὸς Πλάστωνος ἀρ. 3, καὶ 1—2. xyxy=(624,1314,890,1456)
